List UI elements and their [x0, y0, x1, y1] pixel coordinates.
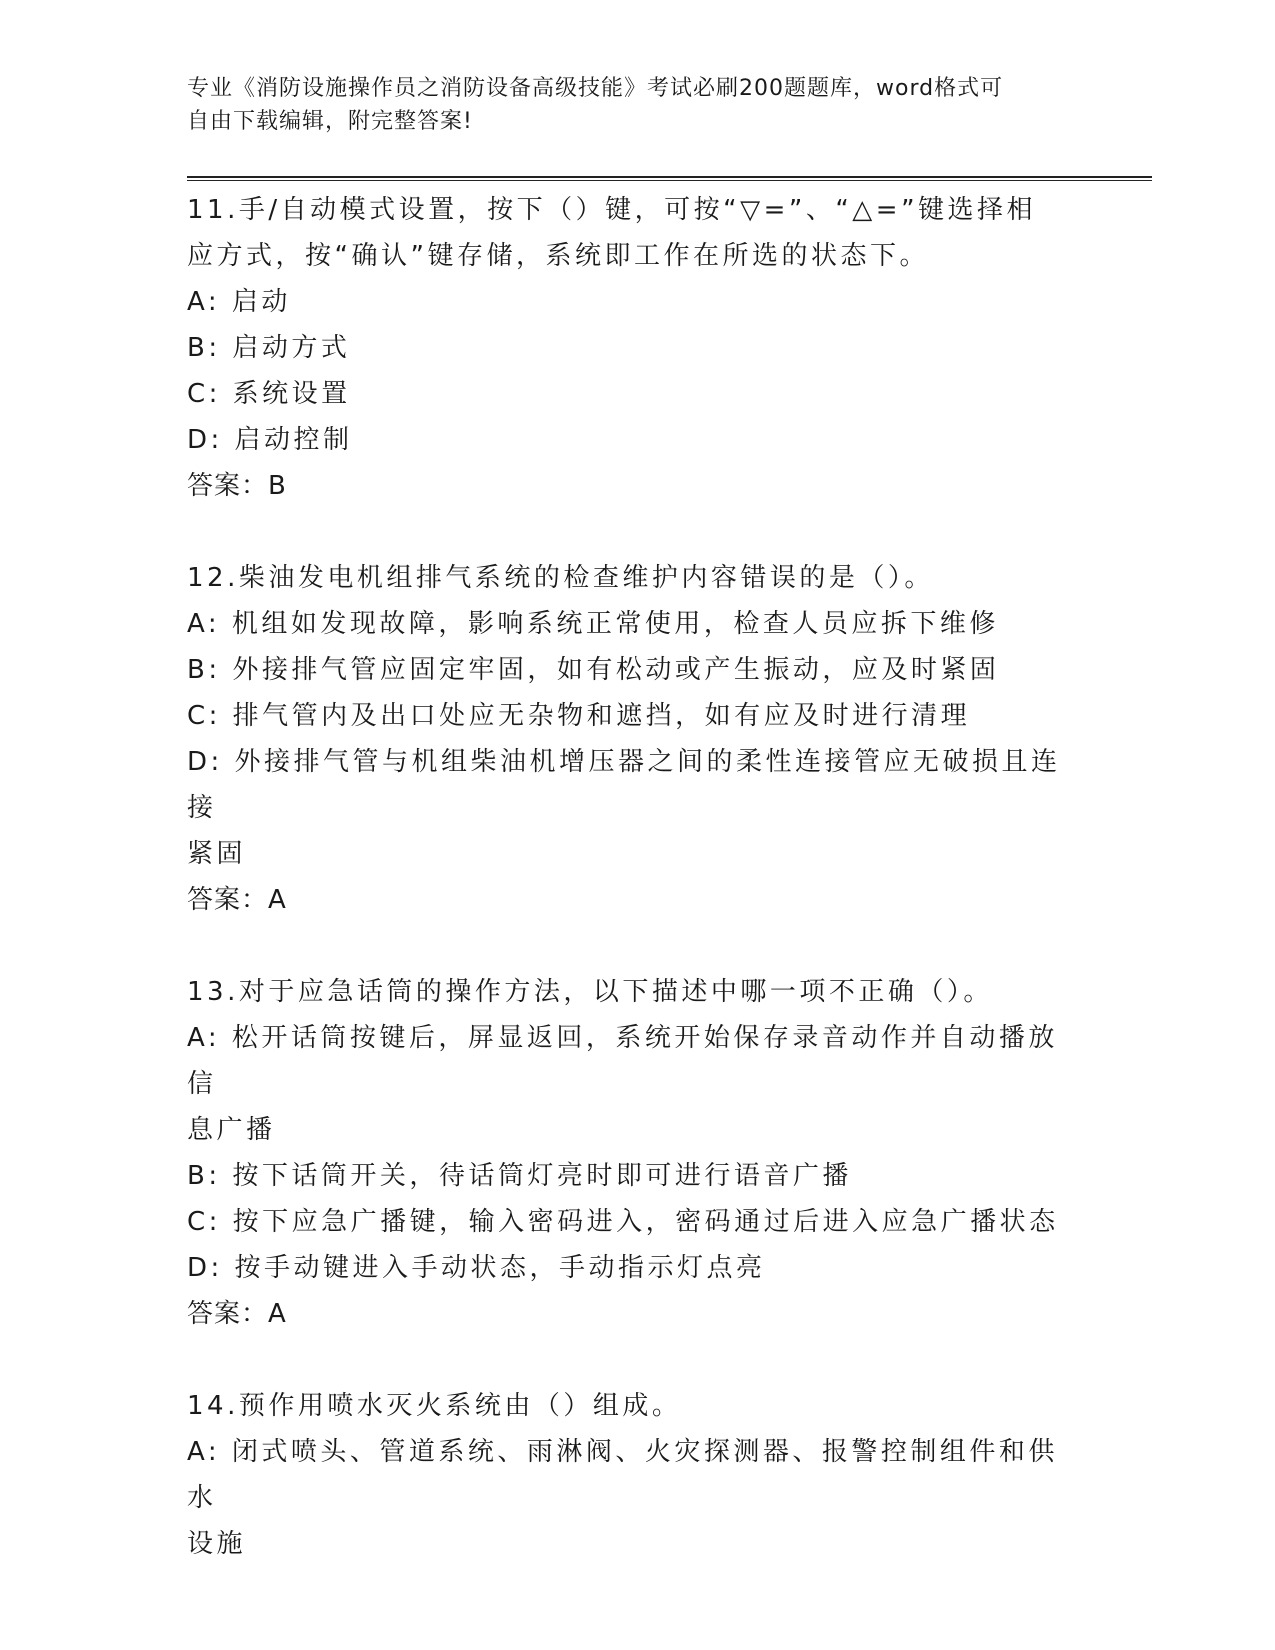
header-divider	[187, 176, 1152, 181]
question-stem: 11.手/自动模式设置，按下（）键，可按“▽=”、“△=”键选择相	[187, 195, 1037, 225]
question-stem: 13.对于应急话筒的操作方法，以下描述中哪一项不正确（）。	[187, 977, 993, 1007]
option-d-continued: 紧固	[187, 839, 247, 869]
option-a: A: 机组如发现故障，影响系统正常使用，检查人员应拆下维修	[187, 609, 999, 639]
document-header	[187, 72, 1067, 138]
option-b: B: 外接排气管应固定牢固，如有松动或产生振动，应及时紧固	[187, 655, 1000, 685]
question-12	[187, 555, 1067, 923]
question-list	[187, 187, 1067, 1567]
option-b: B: 启动方式	[187, 333, 351, 363]
answer: 答案：A	[187, 885, 287, 915]
option-a: A: 松开话筒按键后，屏显返回，系统开始保存录音动作并自动播放信	[187, 1023, 1058, 1099]
option-a: A: 启动	[187, 287, 291, 317]
question-stem: 应方式，按“确认”键存储，系统即工作在所选的状态下。	[187, 241, 929, 271]
answer: 答案：A	[187, 1299, 287, 1329]
option-c: C: 按下应急广播键，输入密码进入，密码通过后进入应急广播状态	[187, 1207, 1059, 1237]
question-11	[187, 187, 1067, 509]
question-14	[187, 1383, 1067, 1567]
option-d: D: 外接排气管与机组柴油机增压器之间的柔性连接管应无破损且连接	[187, 747, 1061, 823]
question-stem: 14.预作用喷水灭火系统由（）组成。	[187, 1391, 682, 1421]
answer: 答案：B	[187, 471, 287, 501]
question-13	[187, 969, 1067, 1337]
option-a-continued: 设施	[187, 1529, 247, 1559]
question-stem: 12.柴油发电机组排气系统的检查维护内容错误的是（）。	[187, 563, 934, 593]
option-c: C: 排气管内及出口处应无杂物和遮挡，如有应及时进行清理	[187, 701, 971, 731]
option-d: D: 启动控制	[187, 425, 353, 455]
header-line-2: 自由下载编辑，附完整答案!	[187, 109, 473, 134]
option-c: C: 系统设置	[187, 379, 351, 409]
option-a-continued: 息广播	[187, 1115, 276, 1145]
option-b: B: 按下话筒开关，待话筒灯亮时即可进行语音广播	[187, 1161, 852, 1191]
option-a: A: 闭式喷头、管道系统、雨淋阀、火灾探测器、报警控制组件和供水	[187, 1437, 1058, 1513]
option-d: D: 按手动键进入手动状态，手动指示灯点亮	[187, 1253, 766, 1283]
header-line-1: 专业《消防设施操作员之消防设备高级技能》考试必刷200题题库，word格式可	[187, 76, 1004, 101]
